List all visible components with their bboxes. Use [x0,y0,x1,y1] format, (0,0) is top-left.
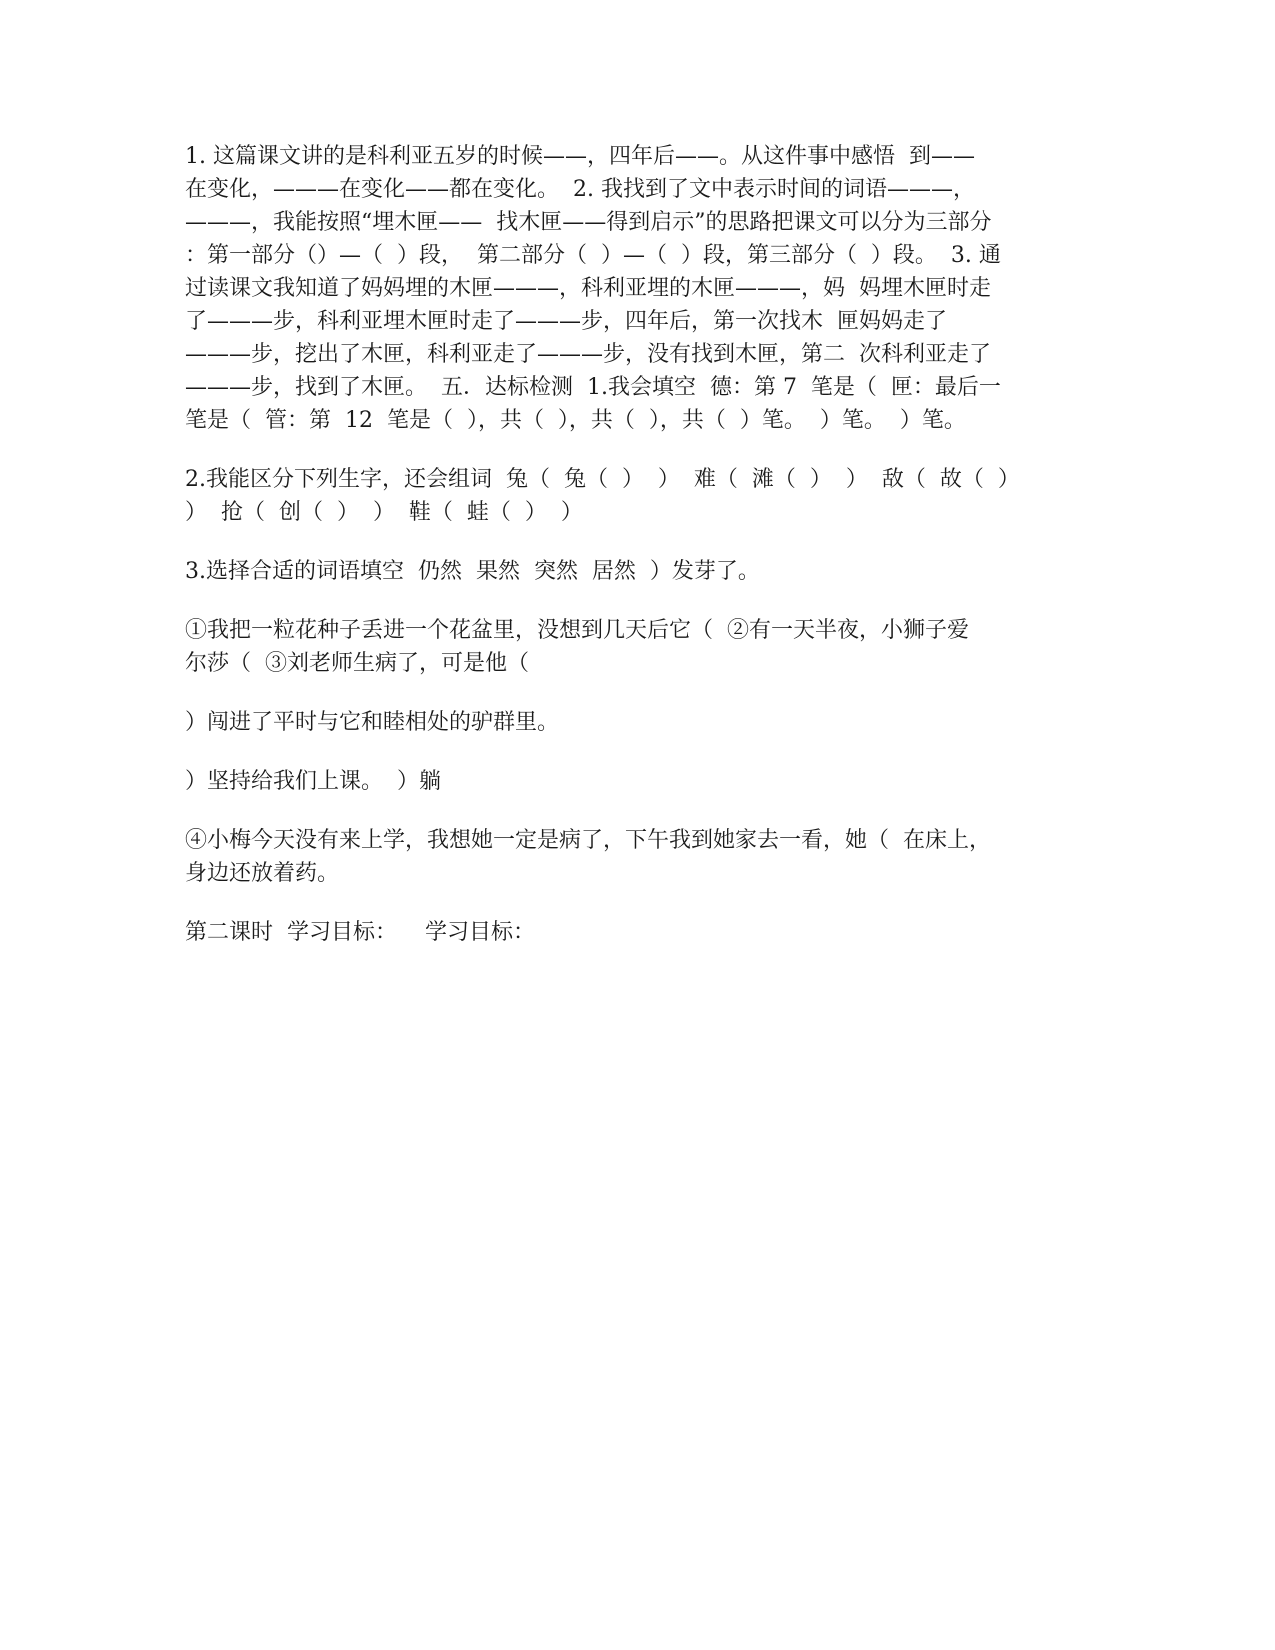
paragraph-2 [185,463,1090,529]
text-line: ———，我能按照“埋木匣—— 找木匣——得到启示”的思路把课文可以分为三部分 [185,210,992,235]
paragraph-6 [185,765,1090,798]
text-line: ①我把一粒花种子丢进一个花盆里，没想到几天后它（ ②有一天半夜，小狮子爱 [185,618,969,643]
text-line: 2.我能区分下列生字，还会组词 兔（ 兔（ ） ） 难（ 滩（ ） ） 敌（ 故（ ） [185,467,1020,492]
text-line: 身边还放着药。 [185,861,340,886]
text-line: ———步，挖出了木匣，科利亚走了———步，没有找到木匣，第二 次科利亚走了 [185,342,991,367]
text-line: 笔是（ 管：第 12 笔是（ ），共（ ），共（ ），共（ ）笔。 ）笔。 ）笔。 [185,408,966,433]
paragraph-5 [185,706,1090,739]
paragraph-1 [185,140,1090,437]
text-line: 第二课时 学习目标： 学习目标： [185,920,535,945]
text-line: 1. 这篇课文讲的是科利亚五岁的时候——，四年后——。从这件事中感悟 到—— [185,144,975,169]
text-line: ④小梅今天没有来上学，我想她一定是病了，下午我到她家去一看，她（ 在床上， [185,828,991,853]
text-line: 3.选择合适的词语填空 仍然 果然 突然 居然 ）发芽了。 [185,559,760,584]
paragraph-8 [185,916,1090,949]
text-line: 在变化，———在变化——都在变化。 2. 我找到了文中表示时间的词语———， [185,177,975,202]
text-line: 了———步，科利亚埋木匣时走了———步，四年后，第一次找木 匣妈妈走了 [185,309,947,334]
paragraph-3 [185,555,1090,588]
text-line: 过读课文我知道了妈妈埋的木匣———，科利亚埋的木匣———，妈 妈埋木匣时走 [185,276,991,301]
paragraph-4 [185,614,1090,680]
paragraph-7 [185,824,1090,890]
text-line: ）闯进了平时与它和睦相处的驴群里。 [185,710,560,735]
text-line: ）坚持给我们上课。 ）躺 [185,769,441,794]
document-page [185,140,1090,949]
text-line: ） 抢（ 创（ ） ） 鞋（ 蛙（ ） ） [185,500,583,525]
text-line: 尔莎（ ③刘老师生病了，可是他（ [185,651,529,676]
text-line: ：第一部分（）—（ ）段， 第二部分（ ）—（ ）段，第三部分（ ）段。 3. 通 [185,243,1001,268]
text-line: ———步，找到了木匣。 五．达标检测 1.我会填空 德：第 7 笔是（ 匣：最后一 [185,375,1001,400]
